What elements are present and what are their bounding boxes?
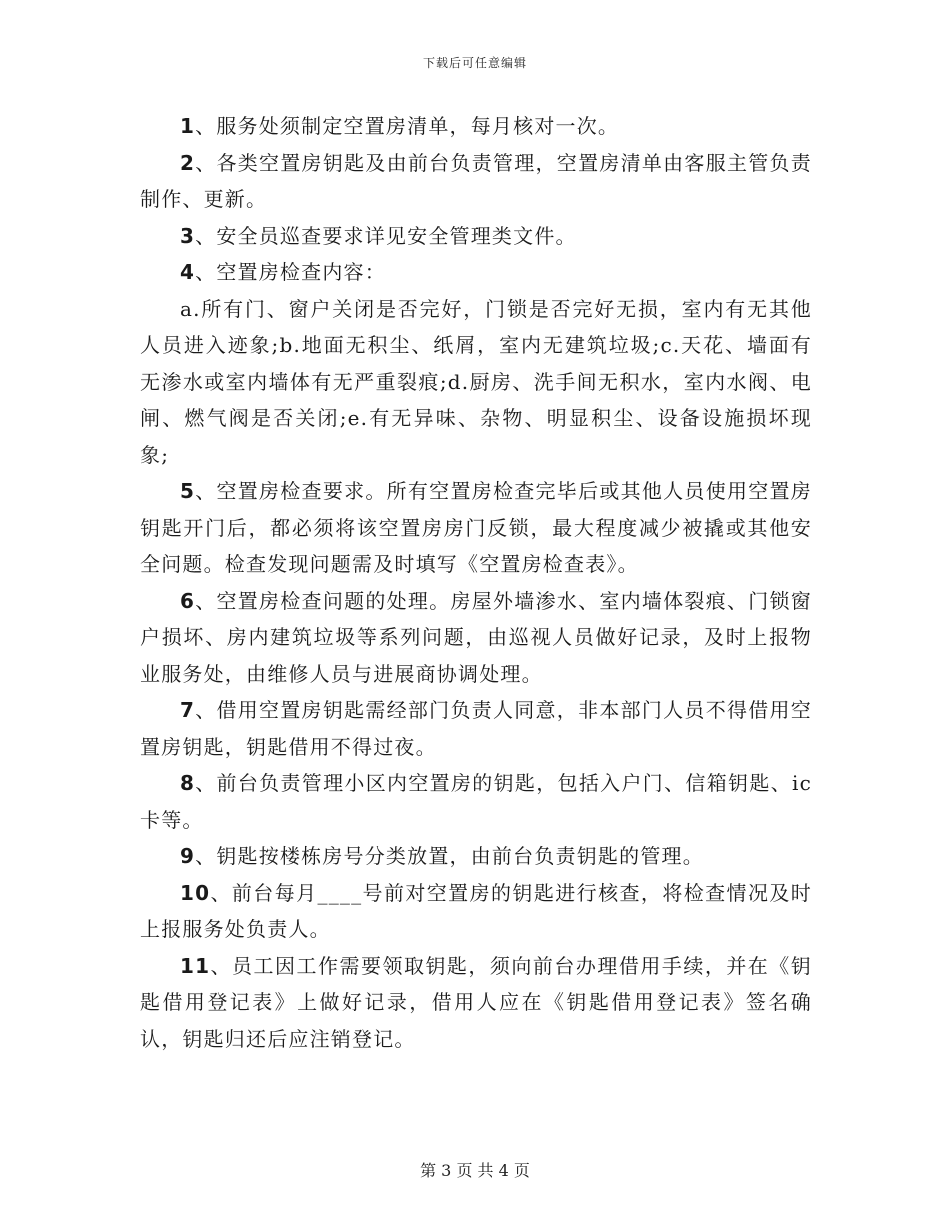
paragraph-7 <box>140 692 812 765</box>
paragraph-11 <box>140 948 812 1058</box>
paragraph-text: a.所有门、窗户关闭是否完好，门锁是否完好无损，室内有无其他人员进入迹象;b.地面无积尘、纸屑，室内无建筑垃圾;c.天花、墙面有无渗水或室内墙体有无严重裂痕;d.厨房、洗手间无积水，室内水阀、电闸、燃气阀是否关闭;e.有无异味、杂物、明显积尘、设备设施损坏现象; <box>140 296 812 467</box>
paragraph-number: 11 <box>180 953 211 978</box>
paragraph-8 <box>140 765 812 838</box>
paragraph-number: 1 <box>180 114 196 138</box>
page-header: 下载后可任意编辑 <box>422 56 527 70</box>
paragraph-number: 9 <box>180 844 196 868</box>
paragraph-text: 、空置房检查内容： <box>195 260 386 284</box>
paragraph-text: 、空置房检查问题的处理。房屋外墙渗水、室内墙体裂痕、门锁窗户损坏、房内建筑垃圾等系列问题，由巡视人员做好记录，及时上报物业服务处，由维修人员与进展商协调处理。 <box>140 588 812 686</box>
paragraph-text: 、钥匙按楼栋房号分类放置，由前台负责钥匙的管理。 <box>195 844 704 868</box>
paragraph-number: 6 <box>180 588 196 613</box>
paragraph-number: 8 <box>180 771 196 795</box>
paragraph-5 <box>140 473 812 583</box>
paragraph-1 <box>140 108 812 145</box>
paragraph-number: 4 <box>180 260 196 284</box>
paragraph-4 <box>140 254 812 291</box>
paragraph-2 <box>140 145 812 218</box>
paragraph-text: 、前台负责管理小区内空置房的钥匙，包括入户门、信箱钥匙、ic卡等。 <box>140 771 812 832</box>
paragraph-10 <box>140 875 812 948</box>
document-body <box>140 108 812 1057</box>
paragraph-number: 10 <box>180 880 211 905</box>
paragraph-number: 3 <box>180 223 196 248</box>
paragraph-9 <box>140 838 812 875</box>
paragraph-text: 、各类空置房钥匙及由前台负责管理，空置房清单由客服主管负责制作、更新。 <box>140 150 812 211</box>
paragraph-6 <box>140 583 812 693</box>
paragraph-number: 2 <box>180 150 196 175</box>
paragraph-number: 7 <box>180 698 196 722</box>
paragraph-text: 、前台每月____号前对空置房的钥匙进行核查，将检查情况及时上报服务处负责人。 <box>140 880 812 941</box>
paragraph-text: 、借用空置房钥匙需经部门负责人同意，非本部门人员不得借用空置房钥匙，钥匙借用不得过夜。 <box>140 698 812 759</box>
paragraph-text: 、安全员巡查要求详见安全管理类文件。 <box>195 223 577 248</box>
paragraph-3 <box>140 218 812 255</box>
page-number-footer: 第 3 页 共 4 页 <box>420 1161 530 1180</box>
paragraph-4-details <box>140 291 812 474</box>
paragraph-number: 5 <box>180 479 196 503</box>
paragraph-text: 、服务处须制定空置房清单，每月核对一次。 <box>195 114 620 138</box>
paragraph-text: 、空置房检查要求。所有空置房检查完毕后或其他人员使用空置房钥匙开门后，都必须将该空置房房门反锁，最大程度减少被撬或其他安全问题。检查发现问题需及时填写《空置房检查表》。 <box>140 479 812 576</box>
paragraph-text: 、员工因工作需要领取钥匙，须向前台办理借用手续，并在《钥匙借用登记表》上做好记录，借用人应在《钥匙借用登记表》签名确认，钥匙归还后应注销登记。 <box>140 953 812 1051</box>
